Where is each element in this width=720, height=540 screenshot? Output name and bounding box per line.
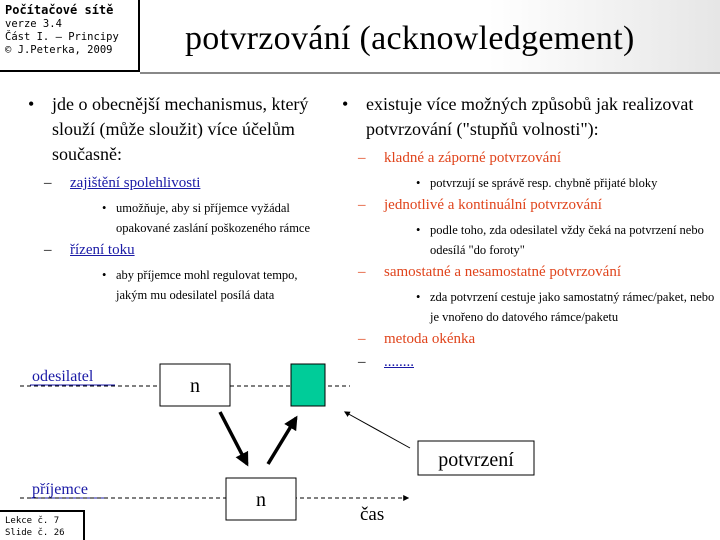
right-item-separate-embedded: – samostatné a nesamostatné potvrzování [358,264,622,280]
separate-embedded-label: samostatné a nesamostatné potvrzování [384,264,622,280]
positive-negative-detail: • potvrzují se správě resp. chybně přijaté bloky [340,173,715,193]
reliability-link[interactable]: zajištění spolehlivosti [70,175,201,191]
positive-negative-label: kladné a záporné potvrzování [384,150,562,166]
slide-info-box [0,510,85,540]
course-name: Počítačové sítě [5,3,114,17]
callout-arrow [345,412,410,448]
ack-block [291,364,325,406]
right-item-individual-continuous: – jednotlivé a kontinuální potvrzování [358,197,602,213]
received-frame-label: n [256,489,266,511]
right-item-more: – ........ [358,354,414,370]
flow-control-detail: • aby příjemce mohl regulovat tempo, jakým mu odesilatel posílá data [26,265,326,305]
window-method-label: metoda okénka [384,331,476,347]
right-item-window-method: – metoda okénka [358,331,476,347]
individual-continuous-detail: • podle toho, zda odesilatel vždy čeká na potvrzení nebo odesílá "do foroty" [340,220,715,260]
ack-callout-label: potvrzení [438,449,514,471]
part-label: Část I. – Principy [5,31,119,43]
sender-label: odesilatel [32,368,94,385]
author-label: © J.Peterka, 2009 [5,44,113,56]
separate-embedded-detail: • zda potvrzení cestuje jako samostatný rámec/paket, nebo je vnořeno do datového rámce/paketu [340,287,715,327]
flow-control-link[interactable]: řízení toku [70,242,135,258]
right-item-positive-negative: – kladné a záporné potvrzování [358,150,562,166]
more-link[interactable]: ........ [384,354,414,370]
receiver-label: příjemce [32,481,88,498]
slide-title: potvrzování (acknowledgement) [185,20,635,57]
slide-number: Slide č. 26 [5,528,65,538]
left-item-reliability: – zajištění spolehlivosti [44,175,201,191]
left-intro: • jde o obecnější mechanismus, který slouží (může sloužit) více účelům současně: [26,92,326,167]
individual-continuous-label: jednotlivé a kontinuální potvrzování [384,197,602,213]
time-label: čas [360,504,385,525]
sent-frame-label: n [190,375,200,397]
right-intro: • existuje více možných způsobů jak realizovat potvrzování ("stupňů volnosti"): [340,92,715,142]
ack-arrow [268,418,296,464]
left-item-flow-control: – řízení toku [44,242,135,258]
lesson-number: Lekce č. 7 [5,516,60,526]
version-label: verze 3.4 [5,18,62,30]
send-arrow [220,412,247,464]
reliability-detail: • umožňuje, aby si příjemce vyžádal opakované zaslání poškozeného rámce [26,198,326,238]
